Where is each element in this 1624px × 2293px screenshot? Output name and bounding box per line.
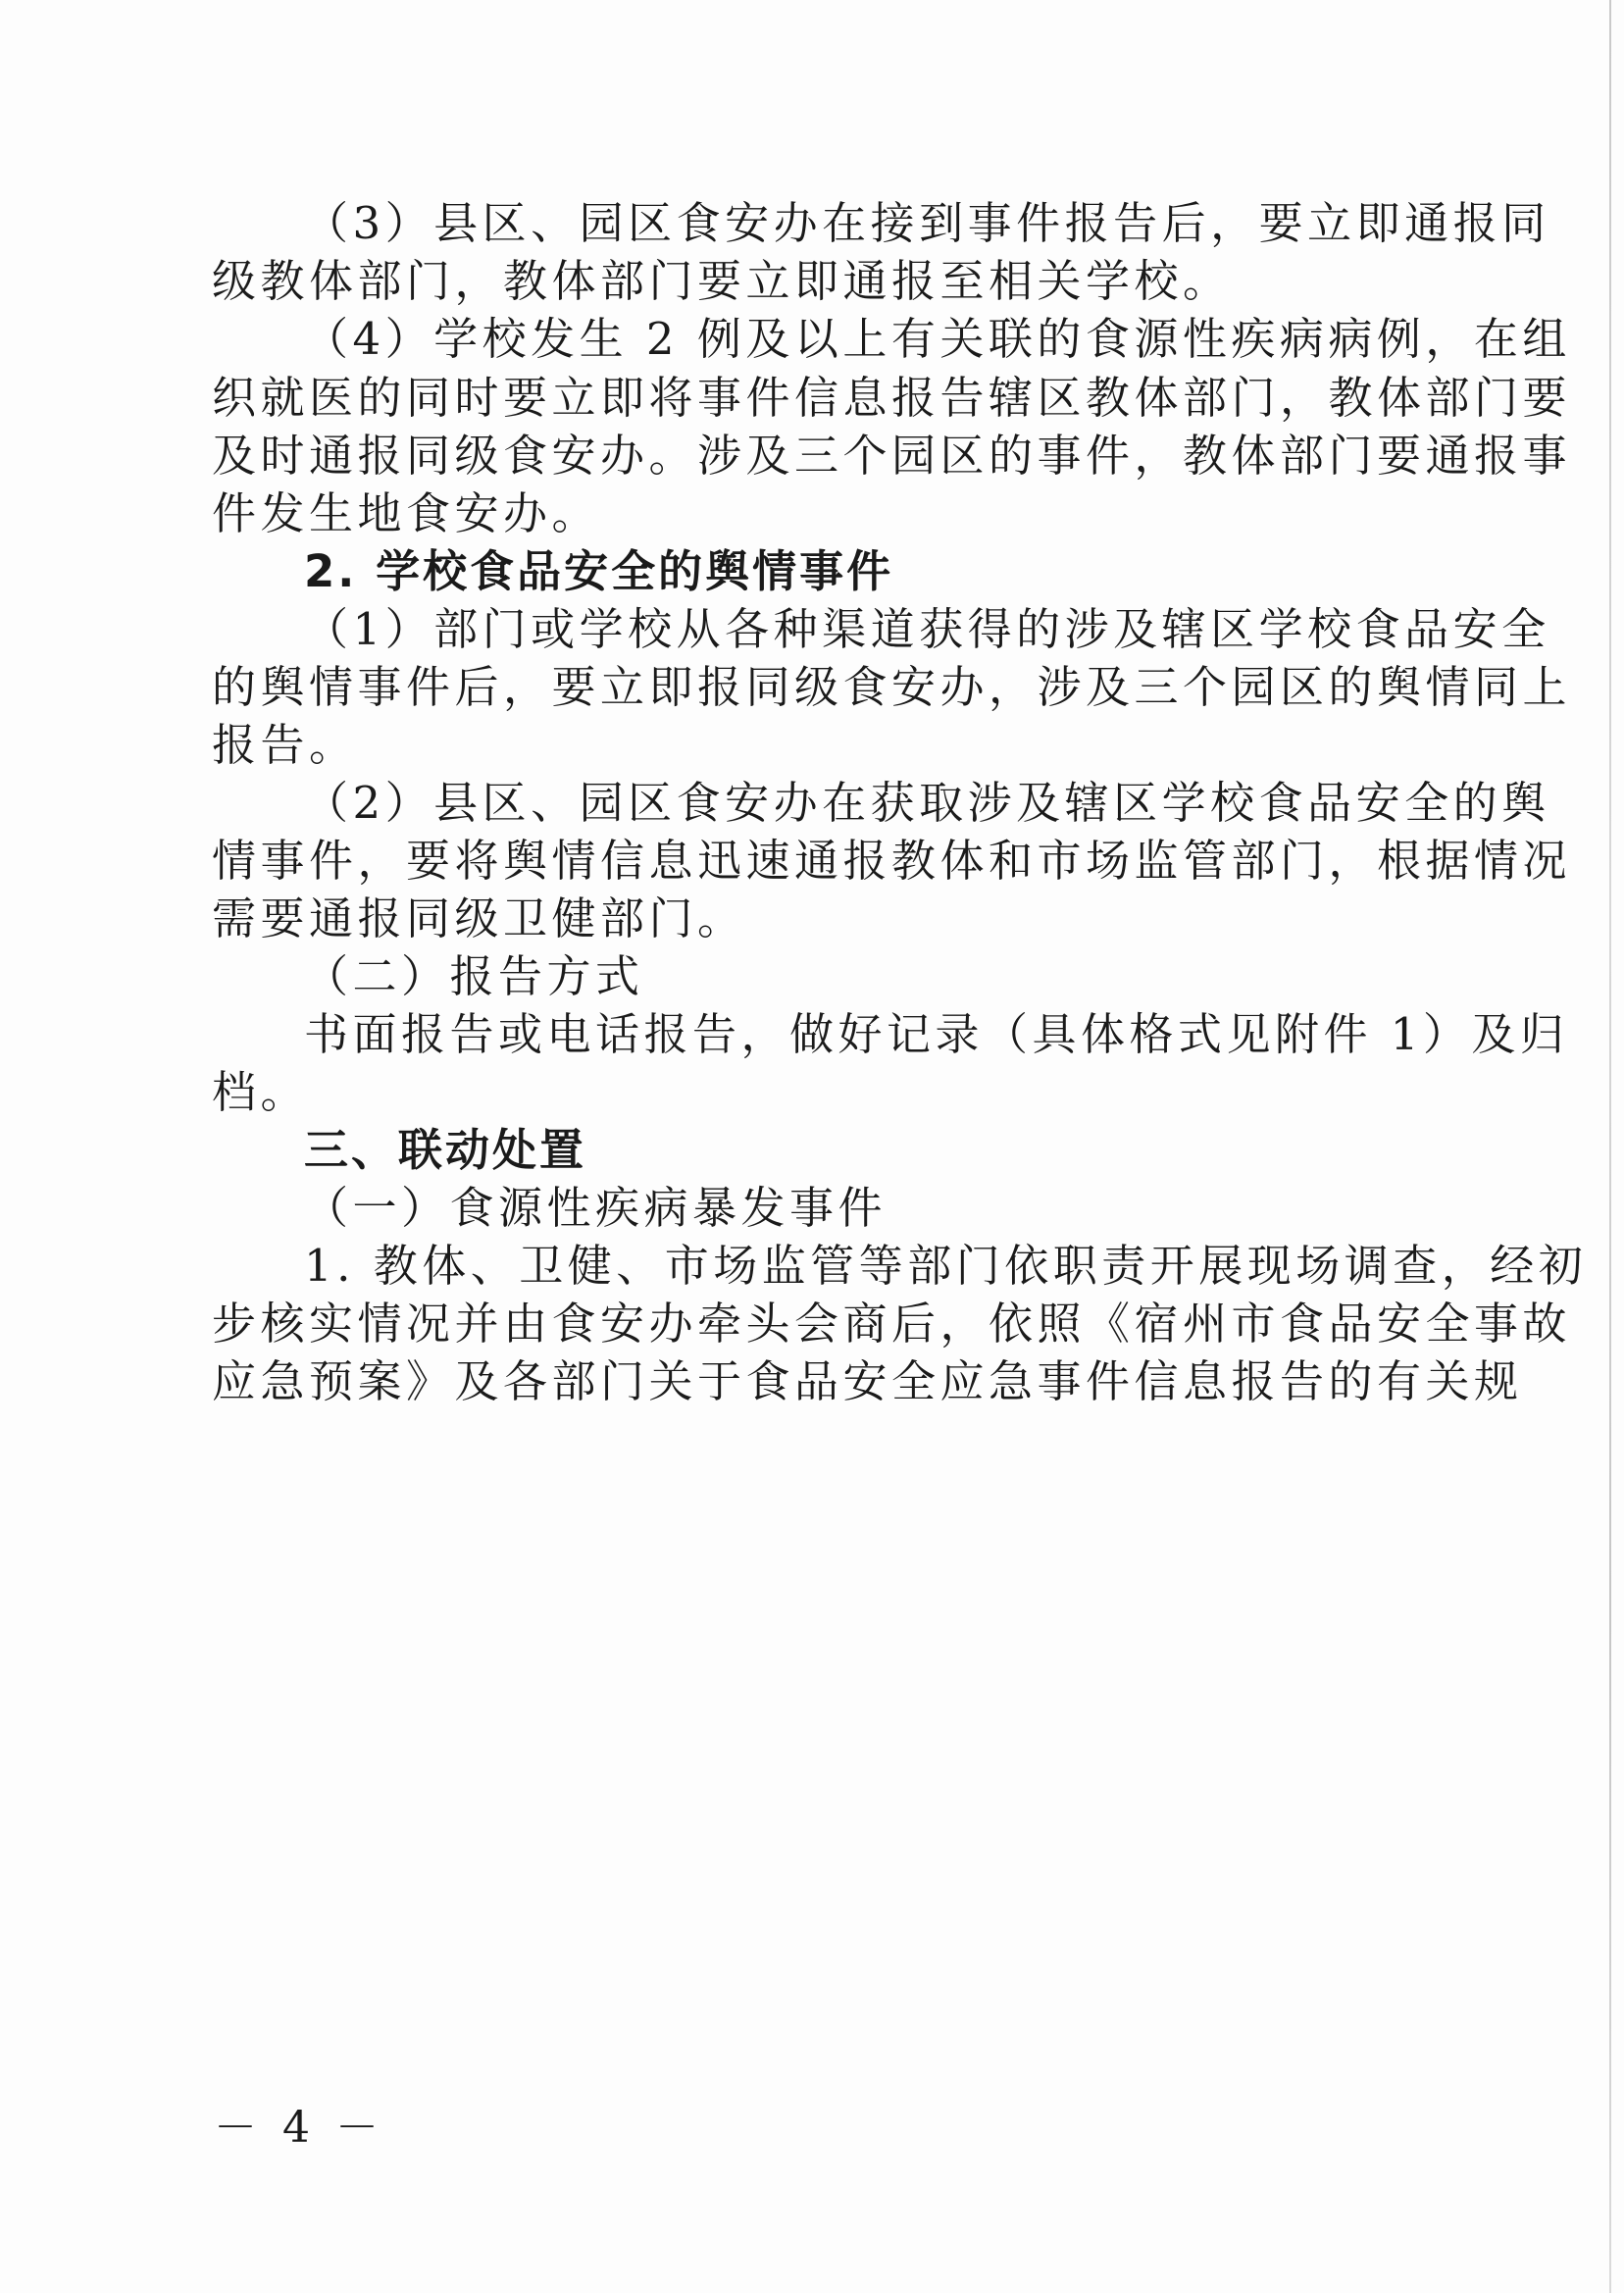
- scan-edge-line: [1609, 0, 1611, 2293]
- page-number: － 4 －: [214, 2103, 384, 2153]
- paragraph-line: 件发生地食安办。: [212, 487, 601, 539]
- paragraph-line: 及时通报同级食安办。涉及三个园区的事件，教体部门要通报事: [212, 430, 1572, 482]
- paragraph-line: 档。: [212, 1066, 310, 1118]
- paragraph-line: 1. 教体、卫健、市场监管等部门依职责开展现场调查，经初: [304, 1240, 1588, 1292]
- paragraph-line: 步核实情况并由食安办牵头会商后，依照《宿州市食品安全事故: [212, 1298, 1572, 1350]
- paragraph-line: 报告。: [212, 719, 358, 771]
- paragraph-line: 的舆情事件后，要立即报同级食安办，涉及三个园区的舆情同上: [212, 661, 1572, 713]
- paragraph-line: （1）部门或学校从各种渠道获得的涉及辖区学校食品安全: [304, 603, 1550, 655]
- chapter-heading: 三、联动处置: [304, 1124, 587, 1176]
- subsection-heading: （二）报告方式: [304, 950, 644, 1002]
- paragraph-line: 需要通报同级卫健部门。: [212, 892, 746, 944]
- paragraph-line: （3）县区、园区食安办在接到事件报告后，要立即通报同: [304, 197, 1550, 249]
- paragraph-line: 情事件，要将舆情信息迅速通报教体和市场监管部门，根据情况: [212, 835, 1572, 887]
- paragraph-line: 应急预案》及各部门关于食品安全应急事件信息报告的有关规: [212, 1355, 1523, 1407]
- paragraph-line: 级教体部门，教体部门要立即通报至相关学校。: [212, 255, 1232, 307]
- paragraph-line: 织就医的同时要立即将事件信息报告辖区教体部门，教体部门要: [212, 372, 1572, 424]
- paragraph-line: （4）学校发生 2 例及以上有关联的食源性疾病病例，在组: [304, 313, 1571, 365]
- paragraph-line: 书面报告或电话报告，做好记录（具体格式见附件 1）及归: [304, 1008, 1569, 1060]
- paragraph-line: （2）县区、园区食安办在获取涉及辖区学校食品安全的舆: [304, 777, 1550, 829]
- section-heading: 2. 学校食品安全的舆情事件: [304, 545, 894, 597]
- subsection-heading: （一）食源性疾病暴发事件: [304, 1182, 888, 1234]
